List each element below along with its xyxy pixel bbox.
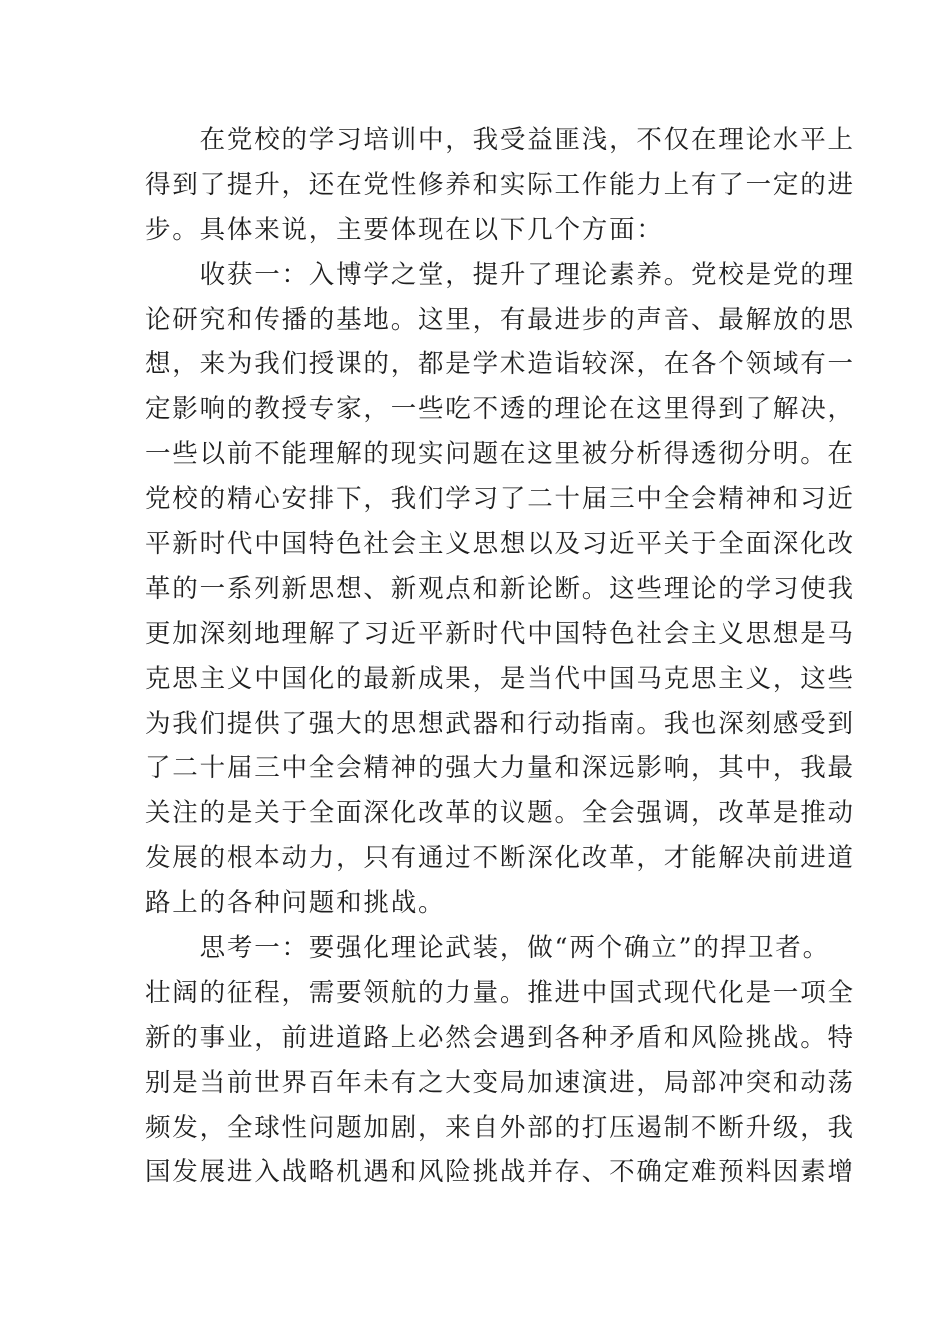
text-line: 收获一：入博学之堂，提升了理论素养。党校是党的理 bbox=[145, 259, 855, 290]
text-line: 平新时代中国特色社会主义思想以及习近平关于全面深化改 bbox=[145, 529, 855, 560]
paragraph-gain-one bbox=[145, 253, 855, 926]
text-line: 党校的精心安排下，我们学习了二十届三中全会精神和习近 bbox=[145, 484, 855, 515]
text-line: 想，来为我们授课的，都是学术造诣较深，在各个领域有一 bbox=[145, 349, 855, 380]
text-line: 得到了提升，还在党性修养和实际工作能力上有了一定的进 bbox=[145, 169, 855, 200]
text-line: 思考一：要强化理论武装，做“两个确立”的捍卫者。 bbox=[145, 933, 830, 964]
body-text bbox=[145, 118, 855, 1195]
text-line: 论研究和传播的基地。这里，有最进步的声音、最解放的思 bbox=[145, 304, 855, 335]
text-line: 更加深刻地理解了习近平新时代中国特色社会主义思想是马 bbox=[145, 618, 855, 649]
text-line: 革的一系列新思想、新观点和新论断。这些理论的学习使我 bbox=[145, 573, 855, 604]
paragraph-thought-one bbox=[145, 926, 855, 1195]
text-line: 国发展进入战略机遇和风险挑战并存、不确定难预料因素增 bbox=[145, 1157, 855, 1188]
paragraph-intro bbox=[145, 118, 855, 253]
text-line: 新的事业，前进道路上必然会遇到各种矛盾和风险挑战。特 bbox=[145, 1022, 855, 1053]
text-line: 壮阔的征程，需要领航的力量。推进中国式现代化是一项全 bbox=[145, 977, 855, 1008]
text-line: 克思主义中国化的最新成果，是当代中国马克思主义，这些 bbox=[145, 663, 855, 694]
text-line: 别是当前世界百年未有之大变局加速演进，局部冲突和动荡 bbox=[145, 1067, 855, 1098]
text-line: 发展的根本动力，只有通过不断深化改革，才能解决前进道 bbox=[145, 843, 855, 874]
text-line: 了二十届三中全会精神的强大力量和深远影响，其中，我最 bbox=[145, 753, 855, 784]
text-line: 定影响的教授专家，一些吃不透的理论在这里得到了解决， bbox=[145, 394, 855, 425]
text-line: 路上的各种问题和挑战。 bbox=[145, 888, 446, 919]
text-line: 关注的是关于全面深化改革的议题。全会强调，改革是推动 bbox=[145, 798, 855, 829]
text-line: 频发，全球性问题加剧，来自外部的打压遏制不断升级，我 bbox=[145, 1112, 855, 1143]
text-line: 在党校的学习培训中，我受益匪浅，不仅在理论水平上 bbox=[145, 125, 855, 155]
text-line: 为我们提供了强大的思想武器和行动指南。我也深刻感受到 bbox=[145, 708, 855, 739]
text-line: 一些以前不能理解的现实问题在这里被分析得透彻分明。在 bbox=[145, 439, 855, 470]
text-line: 步。具体来说，主要体现在以下几个方面： bbox=[145, 214, 664, 245]
